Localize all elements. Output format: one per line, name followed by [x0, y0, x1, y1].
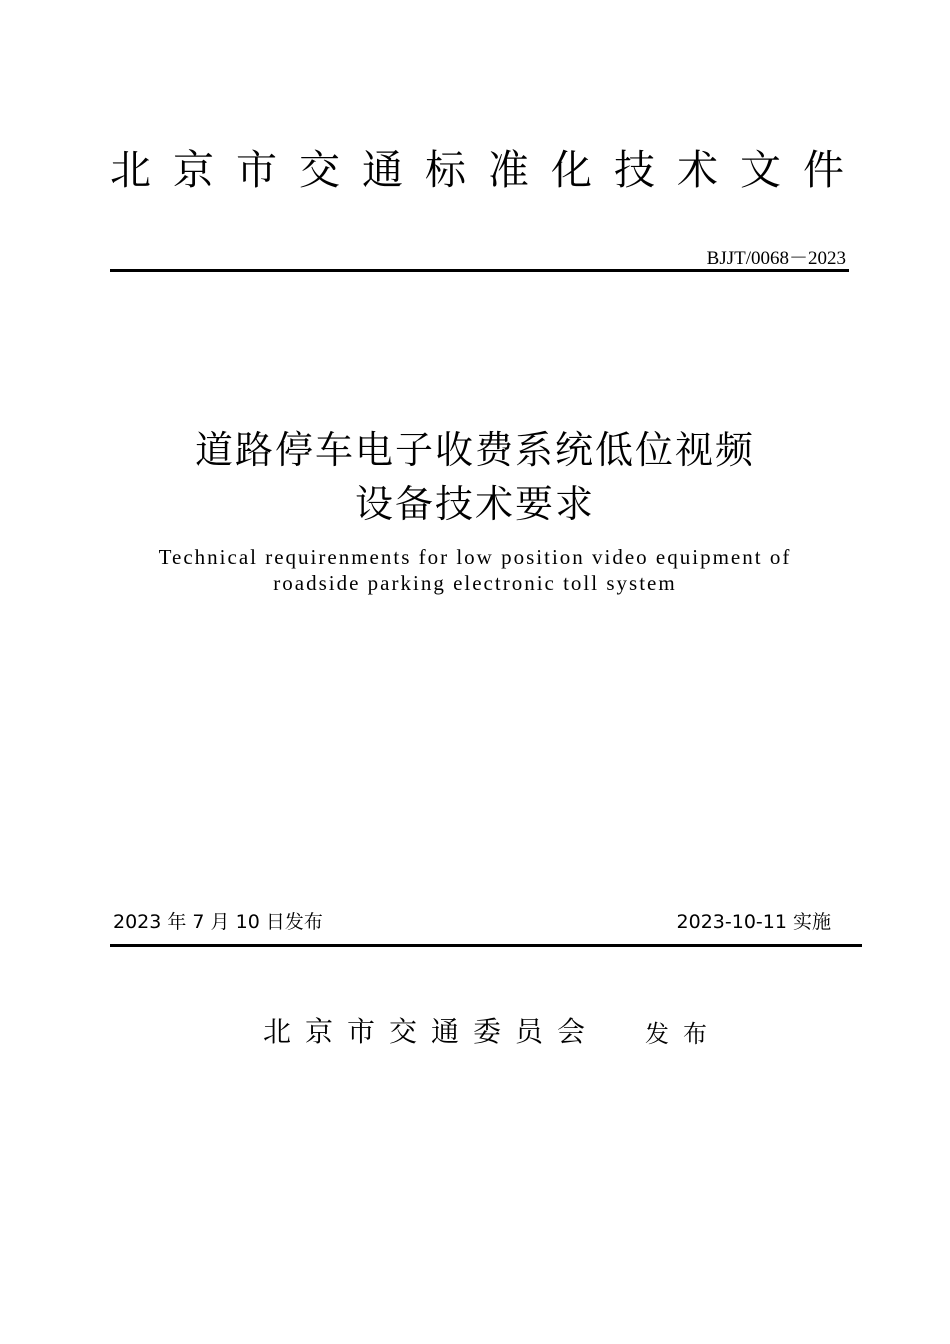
title-en-line2: roadside parking electronic toll system [273, 571, 677, 595]
bottom-rule [110, 944, 862, 947]
series-title: 北京市交通标准化技术文件 [110, 146, 866, 194]
issue-date: 2023 年 7 月 10 日发布 [113, 911, 323, 933]
publish-label: 发布 [645, 1020, 721, 1048]
title-cn-line2: 设备技术要求 [354, 482, 595, 526]
title-cn-line1: 道路停车电子收费系统低位视频 [194, 428, 755, 472]
document-number: BJJT/0068－2023 [706, 248, 846, 269]
top-rule [110, 269, 849, 272]
publisher-name: 北京市交通委员会 [263, 1015, 600, 1048]
title-en-line1: Technical requirenments for low position video equipment of [158, 545, 792, 569]
implementation-date: 2023-10-11 实施 [676, 911, 831, 933]
